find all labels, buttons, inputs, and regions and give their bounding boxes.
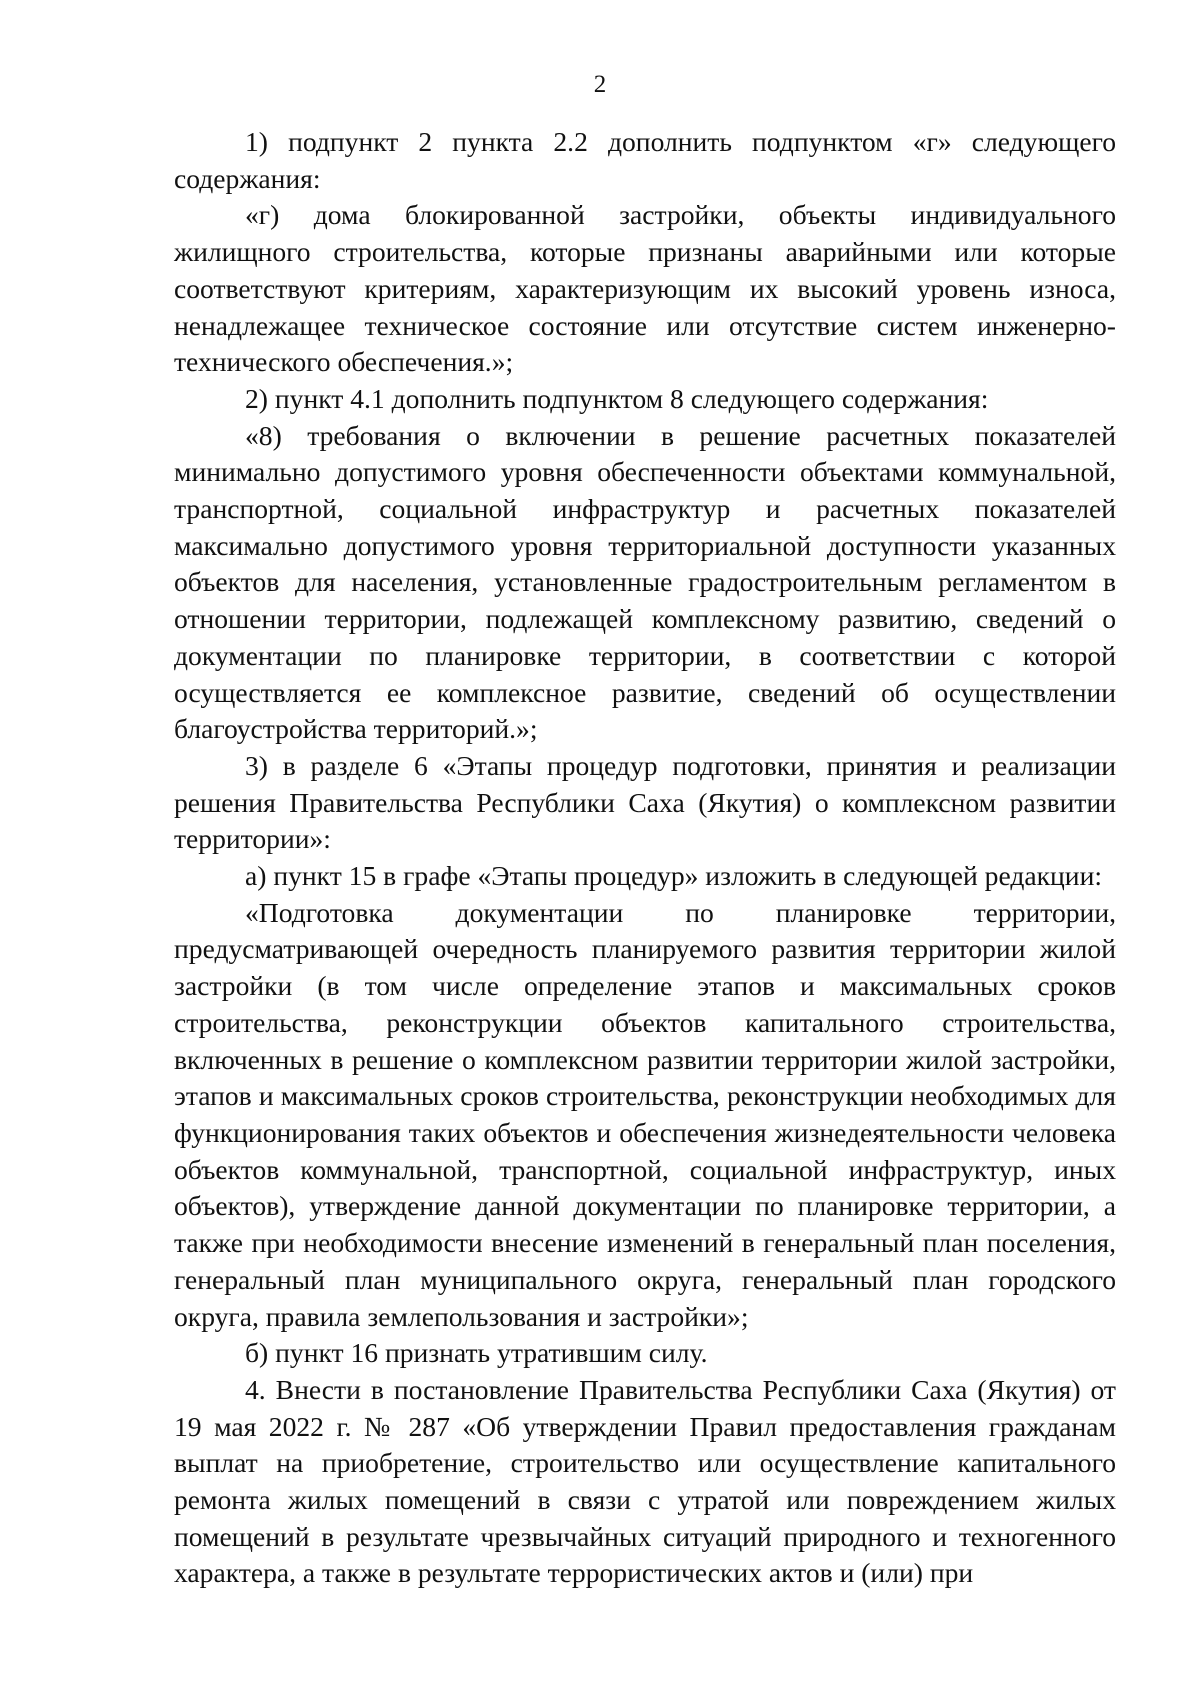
- paragraph-item-2-point-4-1: 2) пункт 4.1 дополнить подпунктом 8 следующего содержания:: [245, 382, 989, 414]
- document-body: [174, 124, 1116, 1592]
- paragraph-quote-preparation: «Подготовка документации по планировке территории, предусматривающей очередность планируемого развития территории жилой застройки (в том числе определение этапов и максимальных сроков строительства, реконструкции объектов капитального строительства, включенных в решение о комплексном развитии территории жилой застройки, этапов и максимальных сроков строительства, реконструкции необходимых для функционирования таких объектов и обеспечения жизнедеятельности человека объектов коммунальной, транспортной, социальной инфраструктур, иных объектов), утверждение данной документации по планировке территории, а также при необходимости внесение изменений в генеральный план поселения, генеральный план муниципального округа, генеральный план городского округа, правила землепользования и застройки»;: [174, 896, 1116, 1332]
- paragraph-item-3-section-6: 3) в разделе 6 «Этапы процедур подготовки, принятия и реализации решения Правительства Республики Саха (Якутия) о комплексном развитии территории»:: [174, 749, 1116, 855]
- paragraph-subitem-a-point-15: а) пункт 15 в графе «Этапы процедур» изложить в следующей редакции:: [245, 860, 1103, 892]
- paragraph-item-4-resolution: 4. Внести в постановление Правительства Республики Саха (Якутия) от 19 мая 2022 г. № 287 «Об утверждении Правил предоставления гражданам выплат на приобретение, строительство или осуществление капитального ремонта жилых помещений в связи с утратой или повреждением жилых помещений в результате чрезвычайных ситуаций природного и техногенного характера, а также в результате террористических актов и (или) при: [174, 1373, 1116, 1589]
- page-number: 2: [593, 71, 607, 98]
- paragraph-quote-g: «г) дома блокированной застройки, объекты индивидуального жилищного строительства, которые признаны аварийными или которые соответствуют критериям, характеризующим их высокий уровень износа, ненадлежащее техническое состояние или отсутствие систем инженерно-технического обеспечения.»;: [174, 199, 1116, 378]
- paragraph-quote-8: «8) требования о включении в решение расчетных показателей минимально допустимого уровня обеспеченности объектами коммунальной, транспортной, социальной инфраструктур и расчетных показателей максимально допустимого уровня территориальной доступности указанных объектов для населения, установленные градостроительным регламентом в отношении территории, подлежащей комплексному развитию, сведений о документации по планировке территории, в соответствии с которой осуществляется ее комплексное развитие, сведений об осуществлении благоустройства территорий.»;: [174, 419, 1116, 745]
- paragraph-item-1-subitem-g: 1) подпункт 2 пункта 2.2 дополнить подпунктом «г» следующего содержания:: [174, 126, 1116, 194]
- paragraph-subitem-b-point-16: б) пункт 16 признать утратившим силу.: [245, 1337, 708, 1369]
